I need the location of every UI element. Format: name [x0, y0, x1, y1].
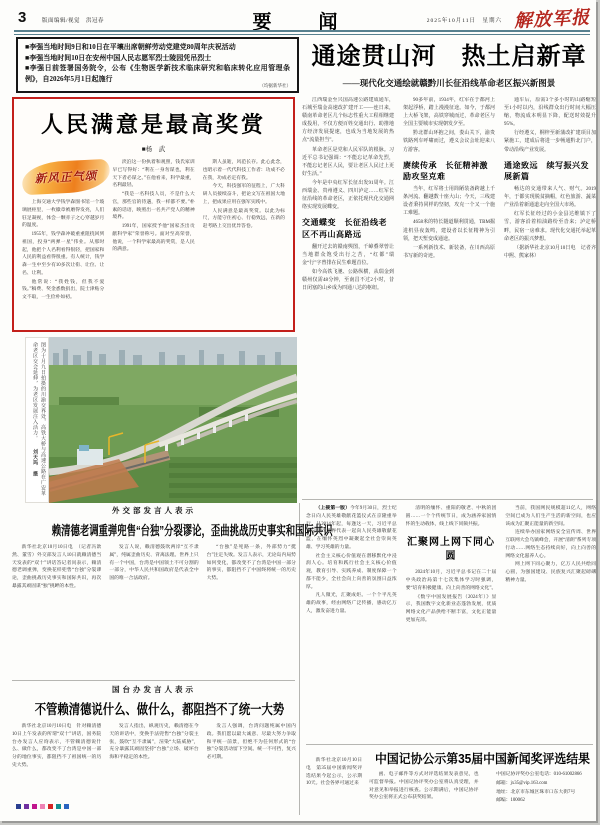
column-subhead: 交通蝶变 长征沿线老区不再山高路远 — [302, 218, 387, 239]
body-paragraph: 他常说：“我姓钱，但我不爱钱。”稿费、奖金悉数捐出，院士津贴分文不取，一生俭朴如初。 — [22, 279, 105, 301]
text-column — [109, 723, 198, 819]
briefs-source: （均据新华社） — [259, 83, 291, 88]
text-column — [109, 544, 198, 666]
lead-headline: 通途贯山河 热土启新章 — [311, 43, 587, 70]
text-column — [112, 159, 194, 317]
award-intro-column — [306, 757, 362, 821]
body-paragraph: 黔北群山环抱之间，娄山关下，渝贵铁路列车呼啸而过，遵义会议会址迎来八方游客。 — [403, 131, 495, 153]
body-paragraph: 江西瑞金至兴国高速公路建成通车，石城至瑞金高速改扩建开工——连日来，赣南革命老区几个标志性重大工程相继建成投用，不仅方便百姓交通出行、助推地方经济发展提速，也成为当地发展的热点“流量担当”。 — [302, 98, 394, 144]
body-paragraph: 人民满意是最高奖赏。以此为标尺，方能守住初心、行稳致远，在新的赶考路上交出优异答卷。 — [202, 208, 285, 230]
text-column — [369, 771, 479, 811]
body-paragraph: 发言人说，赖清德鼓吹两岸“互不隶属”，纯属歪曲历史、背离法理。世界上只有一个中国，台湾是中国领土不可分割的一部分，中华人民共和国政府是代表全中国的唯一合法政府。 — [109, 545, 199, 582]
body-paragraph: 发言人强调，台湾问题纯属中国内政。我们愿以最大诚意、尽最大努力争取和平统一前景，但绝不为任何形式的“台独”分裂活动留下空间。统一不可挡，复兴必可期。 — [206, 724, 296, 761]
lead-columns — [302, 97, 596, 497]
color-mark — [40, 804, 45, 809]
photo-caption-text: 图为十月九日拍摄的川渝交界处，高铁大桥与高速公路在广安革命老区交会延伸，为老区发展注入活力。 — [32, 342, 45, 496]
body-paragraph: 90多年前，1934年，红军在于都河上架起浮桥，踏上漫漫征途。如今，于都河上大桥飞架，高铁穿城而过，革命老区与全国主要城市实现朝发夕至。 — [403, 98, 495, 128]
color-mark — [48, 804, 53, 809]
body-paragraph: 清明的缅怀、重阳的敬老、中秋的团圆……一个个传统节日，成为涵养家国情怀的生动载体，线上线下同频共振。 — [405, 506, 497, 527]
body-paragraph: 4658米的特长隧道顺利贯通，TBM掘进机昼夜轰鸣，建设者以长征精神为引领，把天堑变成通途。 — [403, 220, 495, 242]
body-paragraph: 凡人微光，汇聚成炬。一个个平凡英雄的故事，经由网络广泛传播，感动亿万人，激发奋进力量。 — [306, 593, 397, 614]
body-paragraph: 社会主义核心价值观在潜移默化中浸润人心。培育和践行社会主义核心价值观，教育引导、实践养成、制度保障一个都不能少，全社会向上向善的氛围日益浓厚。 — [306, 553, 397, 590]
masthead-logo: 解放军报 — [513, 7, 591, 31]
horizontal-divider — [12, 680, 295, 681]
column-subhead: 通途致远 续写振兴发展新篇 — [504, 160, 589, 181]
column-subhead: 汇聚网上网下同心圆 — [407, 537, 495, 563]
body-paragraph: 畅达的交通带来人气、财气。2019年，于都实现脱贫摘帽，红色旅游、蔬菜产业沿着新通道走向全国大市场。 — [504, 187, 596, 209]
body-paragraph: 中国记协评奖办公室电话：010-61002866 — [496, 772, 582, 777]
news-photo — [25, 337, 297, 503]
text-column — [306, 757, 362, 821]
body-paragraph: 1955年，钱学森冲破重重阻挠回到祖国，投身“两弹一星”伟业。从那时起，他把个人名利看得很轻，把国家和人民的利益看得很重。有人统计，钱学森一生中至少有10多次让衔、让位、让名、让利。 — [22, 232, 105, 276]
issue-date: 2025年10月11日 星期六 — [426, 18, 502, 24]
mofa-headline: 赖清德老调重弹兜售“台独”分裂谬论，歪曲挑战历史事实和国际共识 — [51, 523, 333, 538]
brief-item: ■李强日前签署国务院令，公布《生物医学新技术临床研究和临床转化应用管理条例》，自2026年5月1日起施行 — [25, 64, 290, 83]
body-paragraph: 网上网下同心聚力，亿万人民共绘同心圆，为强国建设、民族复兴汇聚起磅礴精神力量。 — [505, 562, 596, 583]
text-column — [306, 505, 397, 741]
mofa-columns — [12, 544, 296, 666]
horizontal-divider — [306, 744, 593, 745]
brief-item: ■李强当地时间9日和10日在平壤出席朝鲜劳动党建党80周年庆祝活动 — [25, 43, 236, 51]
text-column — [12, 544, 101, 666]
body-paragraph: 新华社北京10月10日电 针对赖清德10日上午发表的所谓“双十”讲话，国务院台办发言人应询表示，不管赖清德说什么、做什么，都改变不了台湾是中国一部分的地位事实，都阻挡不了祖国统一的历史大势。 — [12, 724, 102, 768]
body-paragraph: 新华社北京10月10日电 （记者冯歆然、董雪）外交部发言人10日就赖清德当天发表的“双十”讲话答记者问表示，赖清德老调重弹，变换花样兜售“台独”分裂谬论，歪曲挑战历史事实和国际共识，再次暴露其顽固谋“独”挑衅的本性。 — [12, 545, 102, 589]
news-briefs-box — [16, 37, 299, 93]
page-header — [14, 7, 591, 33]
body-paragraph: 发言人指出，纵观历史，赖清德在今天的讲话中，变换手法兜售“台独”分裂主张，鼓吹“互不隶属”，渲染“大陆威胁”，充分暴露其顽固坚持“台独”立场、破坏台海和平稳定的本性。 — [109, 724, 199, 761]
lead-article — [302, 36, 596, 497]
text-column — [207, 544, 296, 666]
body-paragraph: 邮编：100062 — [496, 798, 525, 804]
editor-credit: 版面编辑/视觉 洪冠春 — [42, 18, 105, 24]
print-color-dots — [369, 814, 596, 821]
color-mark — [64, 804, 69, 809]
color-mark — [32, 804, 37, 809]
text-column — [207, 723, 296, 819]
column-badge-label: 新风正气颂 — [34, 170, 98, 186]
body-paragraph: 《数字中国发展报告（2024年）》显示，我国数字文化新业态蓬勃发展，优质网络文化产品供给不断丰富，文化正能量更加充沛。 — [405, 594, 497, 623]
body-paragraph: 行经遵义，桐梓至新蒲改扩建项目加紧施工，建成后将进一步畅通黔北门户，带动沿线产业发展。 — [504, 131, 596, 153]
page-number: 3 — [18, 9, 27, 26]
mofa-kicker: 外交部发言人表示 — [112, 506, 196, 515]
body-paragraph: 今天，科技强军的征程上，广大科研人员接续奋斗，把论文写在祖国大地上，把成果应用在强军实践中。 — [202, 184, 285, 205]
award-headline: 中国记协公示第35届中国新闻奖评选结果 — [374, 752, 591, 766]
essay-box — [12, 97, 295, 332]
text-column — [302, 97, 394, 497]
header-rule — [14, 30, 590, 35]
body-paragraph: 2024年10月，习近平总书记在二十届中央政治局第十七次集体学习时强调，要“培育积极健康、向上向善的网络文化”。 — [405, 570, 497, 591]
lead-subtitle: ——现代化交通绘就赣黔川长征沿线革命老区振兴新图景 — [342, 78, 556, 88]
body-paragraph: 当年，红军将士用简陋装备跨越上千条河流、翻越数十座大山；今天，三线建设者秉持同样的坚韧，攻克一个又一个施工难题。 — [403, 187, 495, 217]
body-paragraph: （据新华社北京10月10日电 记者齐中熙、熊家林） — [504, 245, 596, 259]
body-paragraph: “我是一名科技人员，不是什么大官，那些官的待遇，我一样都不要。”朴素的话语，映照出一名共产党人的精神境界。 — [112, 192, 195, 221]
print-registration-marks — [16, 796, 72, 814]
body-paragraph: 当前，我国网民规模超11亿人，网络空间已成为人们生产生活的新空间，也应该成为汇聚正能量的新空间。 — [505, 506, 596, 527]
text-column — [487, 771, 597, 811]
section-title: 要 闻 — [252, 12, 352, 33]
photo-caption — [25, 337, 49, 503]
body-paragraph: 一系列新技术、新装备，在川西高原书写新的奇迹。 — [403, 245, 495, 259]
text-column — [203, 159, 285, 317]
essay-byline: ■杨 武 — [141, 146, 166, 153]
body-paragraph: 新华社北京10月10日电 第35届中国新闻奖评选结果今起公示，公示期10天。社会各界可通过来 — [306, 758, 362, 787]
brief-item: ■李强当地时间10日在安州中国人民志愿军烈士陵园凭吊烈士 — [25, 53, 212, 62]
body-paragraph: （上接第一版）今年9月30日，烈士纪念日向人民英雄敬献花篮仪式在京隆重举行。从2014年起，每逢这一天，习近平总书记都同各界代表一起向人民英雄敬献花篮，在缅怀英烈中凝聚起全社会崇尚英雄、学习英雄的力量。 — [306, 506, 397, 550]
body-paragraph: 1991年，国家授予他“国家杰出贡献科学家”荣誉称号。面对至高荣誉，他说，一个科学家最高的奖赏，是人民的满意。 — [112, 224, 195, 253]
column-subhead: 赓续传承 长征精神激励攻坚克难 — [403, 160, 488, 181]
gtb-headline: 不管赖清德说什么、做什么，都阻挡不了统一大势 — [34, 702, 285, 717]
text-column — [406, 505, 497, 741]
award-columns — [369, 771, 596, 811]
body-paragraph: “台独”是死路一条，外部势力“挺台”注定失败。发言人表示，无论岛内局势如何变化，都改变不了台湾是中国一部分的事实，都阻挡不了中国终将统一的历史大势。 — [206, 545, 296, 582]
body-paragraph: 红军长征经过的小金县达维镇下了雪，游客沿着柏油路纷至沓来；泸定桥畔，民宿一房难求。现代化交通托举起革命老区的振兴梦想。 — [504, 212, 596, 242]
award-article — [306, 749, 596, 821]
jump-columns — [306, 505, 596, 741]
jump-article — [306, 503, 596, 741]
text-column — [403, 97, 495, 497]
body-paragraph: 邮箱：jx35@vip.163.com — [496, 780, 548, 786]
color-mark — [24, 804, 29, 809]
vertical-divider — [299, 503, 300, 815]
body-paragraph: 通车后，原需3个多小时的山路缩短至1小时以内，沿线群众出行时间大幅压缩，物流成本明显下降，配送时效提升95%。 — [504, 98, 596, 128]
essay-headline: 人民满意是最高奖赏 — [40, 112, 266, 137]
jump-marker: （上接第一版） — [315, 506, 351, 511]
body-paragraph: 斯人虽逝，风范长存。此心此念，也昭示着一代代科技工作者：功成不必在我，功成必定有我。 — [202, 160, 285, 181]
color-mark — [56, 804, 61, 809]
body-paragraph: 上海交通大学钱学森图书馆一个玻璃展柜里，一枚徽章被磨得发亮，人们驻足凝视，体会一颗赤子之心穿越岁月的温度。 — [22, 200, 105, 229]
body-paragraph: 地址：北京市东城区珠市口东大街7号 — [496, 789, 576, 795]
body-paragraph: 函、电子邮件等方式对评选结果发表意见，也可监督举报。中国记协评奖办公室将认真受理，并对意见和举报进行核查。公示期满后，中国记协评奖办公室将正式公布获奖结果。 — [369, 772, 479, 801]
award-main — [369, 749, 596, 821]
aerial-photo-image — [49, 337, 297, 503]
body-paragraph: 连续举办国家网络安全宣传周、世界互联网大会乌镇峰会，开展“清朗”系列专项行动……网络生态持续向好，向上向善的网络文化滋养人心。 — [505, 530, 596, 559]
color-mark — [16, 804, 21, 809]
body-paragraph: 如今高铁飞驰、公路纵横，从瑞金到赣州仅需48分钟，至南昌不过2小时，昔日闭塞的山乡成为四通八达的枢纽。 — [302, 269, 394, 292]
body-paragraph: 今年是中央红军长征出发91周年。江西瑞金、贵州遵义、四川泸定……红军长征沿线的革命老区，正依托现代化交通网络实现发展蝶变。 — [302, 180, 394, 211]
body-paragraph: 淡泊这一份执着和观照，钱氏家训早已写得好：“利在一身勿谋也，利在天下者必谋之。”在他看来，科学最重，名利最轻。 — [112, 160, 195, 189]
text-column — [504, 97, 596, 497]
horizontal-divider — [302, 499, 593, 500]
photo-credit: 刘天玛 摄 — [32, 448, 37, 477]
gtb-kicker: 国台办发言人表示 — [112, 685, 196, 694]
body-paragraph: 翻开过去的赣南舆图，千嶂叠翠曾让当地群众饱受出行之苦，“红都”瑞金“行”字曾排在民生难题首位。 — [302, 244, 394, 266]
body-paragraph: 革命老区是党和人民军队的根脉。习近平总书记强调：“不能忘记革命先烈，不能忘记老区人民，要让老区人民过上更好生活。” — [302, 147, 394, 177]
text-column — [505, 505, 596, 741]
